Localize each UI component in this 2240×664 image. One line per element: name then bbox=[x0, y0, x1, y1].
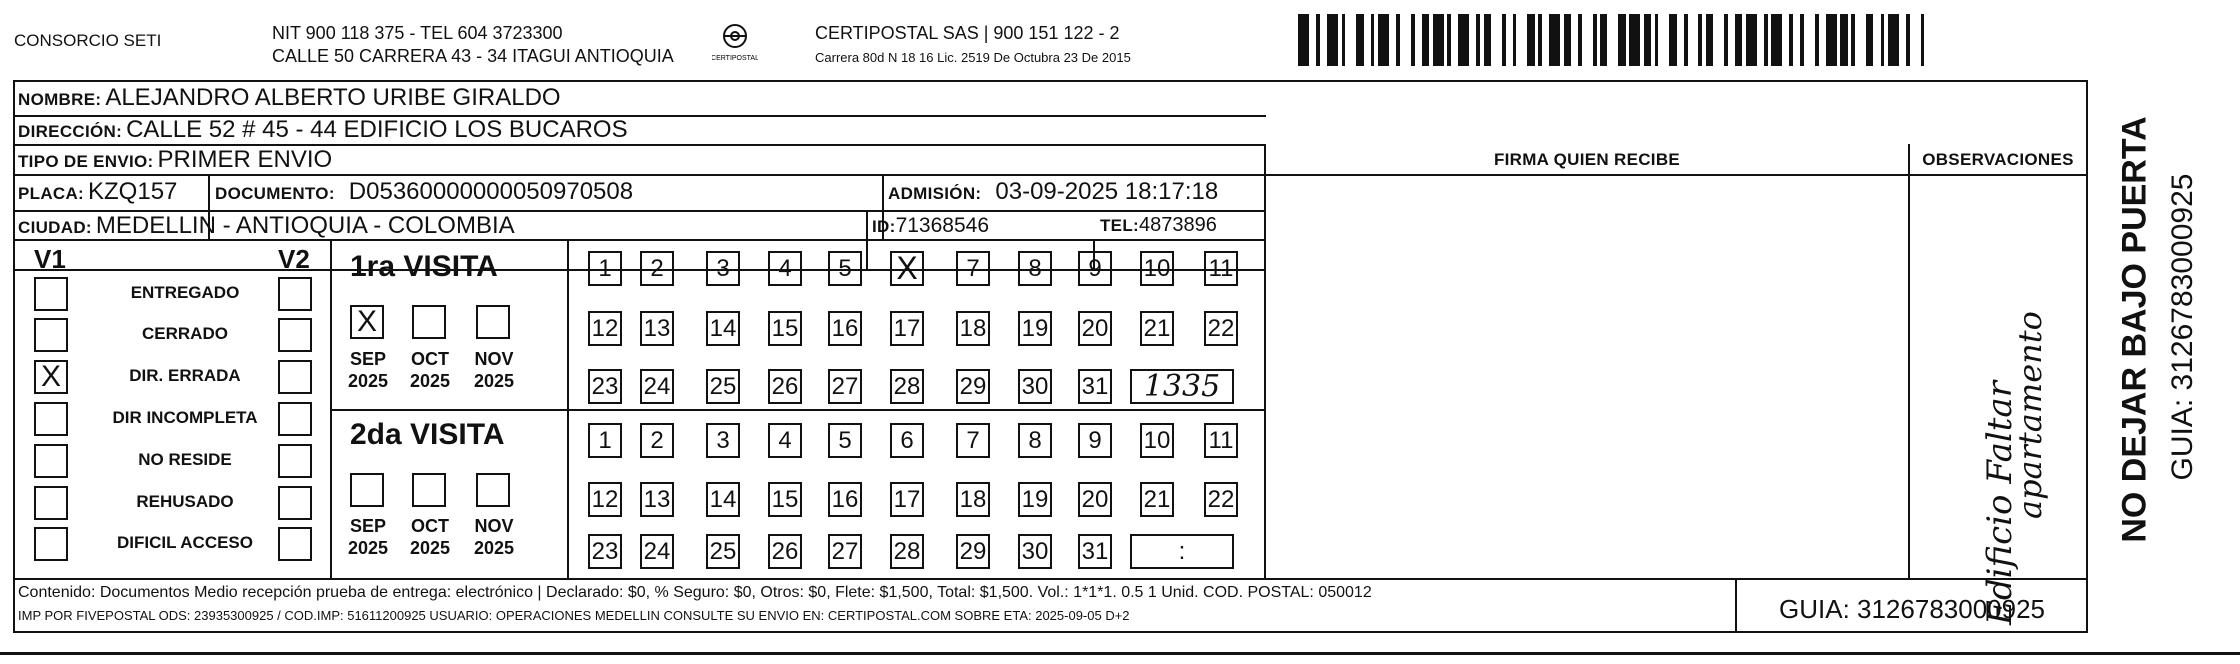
address-row bbox=[18, 116, 628, 144]
day-checkbox[interactable]: 25 bbox=[706, 369, 740, 404]
v1-checkbox[interactable] bbox=[34, 527, 68, 561]
city-value: MEDELLIN - ANTIOQUIA - COLOMBIA bbox=[95, 212, 515, 239]
day-checkbox[interactable]: 8 bbox=[1018, 423, 1052, 458]
day-checkbox[interactable]: 16 bbox=[828, 482, 862, 517]
barcode-bar bbox=[1888, 14, 1899, 66]
month-checkbox[interactable] bbox=[476, 473, 510, 507]
day-checkbox[interactable]: 1 bbox=[588, 251, 622, 286]
admission-value: 03-09-2025 18:17:18 bbox=[995, 178, 1219, 205]
name-label: NOMBRE: bbox=[18, 90, 102, 109]
month-checkbox[interactable] bbox=[412, 305, 446, 339]
day-checkbox[interactable]: 23 bbox=[588, 534, 622, 569]
day-checkbox[interactable]: 28 bbox=[890, 369, 924, 404]
barcode-bar bbox=[1345, 14, 1356, 66]
signature-area[interactable] bbox=[1268, 176, 1906, 576]
barcode-bar bbox=[1793, 14, 1800, 66]
id-label: ID: bbox=[872, 217, 896, 236]
barcode-bar bbox=[1309, 14, 1316, 66]
barcode-bar bbox=[1644, 14, 1651, 66]
barcode-bar bbox=[1873, 14, 1880, 66]
day-checkbox[interactable]: 13 bbox=[640, 311, 674, 346]
day-checkbox[interactable]: 9 bbox=[1078, 251, 1112, 286]
barcode-bar bbox=[1458, 14, 1469, 66]
barcode-bar bbox=[1451, 14, 1458, 66]
recipient-address: CALLE 52 # 45 - 44 EDIFICIO LOS BUCAROS bbox=[126, 116, 628, 143]
barcode-bar bbox=[1910, 14, 1921, 66]
day-checkbox[interactable]: 13 bbox=[640, 482, 674, 517]
second-visit-title: 2da VISITA bbox=[350, 418, 505, 451]
day-checkbox[interactable]: 23 bbox=[588, 369, 622, 404]
day-checkbox[interactable]: 2 bbox=[640, 423, 674, 458]
v2-checkbox[interactable] bbox=[278, 486, 312, 520]
month-label: OCT 2025 bbox=[409, 516, 451, 558]
day-checkbox[interactable]: 22 bbox=[1204, 311, 1238, 346]
tel-row bbox=[1100, 214, 1217, 237]
day-checkbox[interactable]: 20 bbox=[1078, 311, 1112, 346]
id-row bbox=[872, 214, 989, 238]
barcode-bar bbox=[1506, 14, 1513, 66]
shipment-type: PRIMER ENVIO bbox=[157, 146, 333, 173]
day-checkbox[interactable]: 4 bbox=[768, 251, 802, 286]
barcode-bar bbox=[1866, 14, 1873, 66]
day-checkbox[interactable]: X bbox=[890, 251, 924, 286]
signature-header: FIRMA QUIEN RECIBE bbox=[1493, 150, 1681, 169]
day-checkbox[interactable]: 17 bbox=[890, 482, 924, 517]
day-checkbox[interactable]: 21 bbox=[1140, 311, 1174, 346]
plate-label: PLACA: bbox=[18, 184, 85, 203]
barcode-bar bbox=[1899, 14, 1906, 66]
v2-checkbox[interactable] bbox=[278, 402, 312, 436]
name-row bbox=[18, 84, 561, 112]
barcode-bar bbox=[1757, 14, 1764, 66]
barcode bbox=[1298, 14, 1932, 66]
day-checkbox[interactable]: 15 bbox=[768, 311, 802, 346]
day-checkbox[interactable]: 9 bbox=[1078, 423, 1112, 458]
barcode-bar bbox=[1433, 14, 1444, 66]
id-value: 71368546 bbox=[895, 214, 989, 237]
day-checkbox[interactable]: 30 bbox=[1018, 534, 1052, 569]
city-label: CIUDAD: bbox=[18, 218, 92, 237]
barcode-bar bbox=[1669, 14, 1676, 66]
barcode-bar bbox=[1746, 14, 1757, 66]
handwritten-line-2: apartamento bbox=[2011, 311, 2049, 519]
day-checkbox[interactable]: 8 bbox=[1018, 251, 1052, 286]
barcode-bar bbox=[1542, 14, 1549, 66]
type-label: TIPO DE ENVIO: bbox=[18, 152, 154, 171]
barcode-bar bbox=[1782, 14, 1789, 66]
barcode-bar bbox=[1364, 14, 1371, 66]
first-visit-title: 1ra VISITA bbox=[350, 250, 498, 283]
day-checkbox[interactable]: 12 bbox=[588, 482, 622, 517]
barcode-bar bbox=[1484, 14, 1491, 66]
month-label: OCT 2025 bbox=[409, 349, 451, 391]
admission-row bbox=[888, 178, 1218, 206]
v2-checkbox[interactable] bbox=[278, 360, 312, 394]
day-checkbox[interactable]: 3 bbox=[706, 423, 740, 458]
day-checkbox[interactable]: 30 bbox=[1018, 369, 1052, 404]
day-checkbox[interactable]: 2 bbox=[640, 251, 674, 286]
barcode-bar bbox=[1298, 14, 1309, 66]
barcode-bar bbox=[1658, 14, 1669, 66]
first-visit-time[interactable]: 1335 bbox=[1130, 369, 1234, 404]
barcode-bar bbox=[1840, 14, 1847, 66]
barcode-bar bbox=[1607, 14, 1618, 66]
day-checkbox[interactable]: 5 bbox=[828, 251, 862, 286]
day-checkbox[interactable]: 1 bbox=[588, 423, 622, 458]
barcode-bar bbox=[1389, 14, 1396, 66]
barcode-bar bbox=[1320, 14, 1327, 66]
barcode-bar bbox=[1571, 14, 1578, 66]
barcode-bar bbox=[1728, 14, 1735, 66]
status-label: NO RESIDE bbox=[138, 450, 232, 469]
v1-checkbox[interactable] bbox=[34, 277, 68, 311]
v2-checkbox[interactable] bbox=[278, 444, 312, 478]
v1-label: V1 bbox=[34, 244, 66, 274]
type-row bbox=[18, 146, 332, 174]
barcode-bar bbox=[1422, 14, 1429, 66]
day-checkbox[interactable]: 18 bbox=[956, 482, 990, 517]
plate-row bbox=[18, 178, 177, 206]
day-checkbox[interactable]: 27 bbox=[828, 369, 862, 404]
footer-line-1: Contenido: Documentos Medio recepción prueba de entrega: electrónico | Declarado: $0, % Seguro: $0, Otros: $0, Flete: $1,500, Total: $1,500. Vol.: 1*1*1. 0.5 1 Unid. COD. POSTAL: 050012 bbox=[18, 584, 1372, 601]
v2-checkbox[interactable] bbox=[278, 527, 312, 561]
recipient-name: ALEJANDRO ALBERTO URIBE GIRALDO bbox=[105, 84, 561, 111]
document-row bbox=[215, 178, 633, 206]
document-value: D05360000000050970508 bbox=[348, 178, 634, 205]
status-label: ENTREGADO bbox=[130, 283, 240, 302]
barcode-bar bbox=[1327, 14, 1338, 66]
day-checkbox[interactable]: 25 bbox=[706, 534, 740, 569]
admission-label: ADMISIÓN: bbox=[888, 184, 982, 203]
side-panel bbox=[2085, 110, 2199, 550]
status-label: CERRADO bbox=[142, 324, 228, 343]
tel-label: TEL: bbox=[1100, 216, 1139, 235]
day-checkbox[interactable]: 7 bbox=[956, 251, 990, 286]
certipostal-logo bbox=[712, 22, 758, 66]
handwritten-line-1: Edificio Faltar bbox=[1980, 381, 2020, 625]
logo-text: CERTIPOSTAL bbox=[712, 55, 758, 62]
day-checkbox[interactable]: 12 bbox=[588, 311, 622, 346]
barcode-bar bbox=[1618, 14, 1625, 66]
barcode-bar bbox=[1855, 14, 1866, 66]
barcode-bar bbox=[1469, 14, 1476, 66]
side-guia: GUIA: 3126783000925 bbox=[2166, 173, 2199, 481]
month-checkbox[interactable] bbox=[350, 473, 384, 507]
footer-guia: GUIA: 3126783000925 bbox=[1779, 594, 2045, 624]
barcode-bar bbox=[1826, 14, 1837, 66]
day-checkbox[interactable]: 10 bbox=[1140, 423, 1174, 458]
day-checkbox[interactable]: 16 bbox=[828, 311, 862, 346]
barcode-bar bbox=[1549, 14, 1560, 66]
day-checkbox[interactable]: 22 bbox=[1204, 482, 1238, 517]
v1-checkbox[interactable] bbox=[34, 444, 68, 478]
barcode-bar bbox=[1771, 14, 1782, 66]
status-label: DIR INCOMPLETA bbox=[112, 408, 258, 427]
barcode-bar bbox=[1804, 14, 1815, 66]
footer-line-2: IMP POR FIVEPOSTAL ODS: 23935300925 / COD.IMP: 51611200925 USUARIO: OPERACIONES MEDELLIN CONSULTE SU ENVIO EN: CERTIPOSTAL.COM SOBRE ETA: 2025-09-05 D+2 bbox=[18, 608, 1130, 623]
barcode-bar bbox=[1735, 14, 1742, 66]
v2-checkbox[interactable] bbox=[278, 318, 312, 352]
status-label: DIFICIL ACCESO bbox=[116, 533, 253, 552]
barcode-bar bbox=[1600, 14, 1607, 66]
barcode-bar bbox=[1713, 14, 1724, 66]
day-checkbox[interactable]: 14 bbox=[706, 482, 740, 517]
barcode-bar bbox=[1378, 14, 1389, 66]
v1-checkbox[interactable]: X bbox=[34, 360, 68, 394]
day-checkbox[interactable]: 29 bbox=[956, 534, 990, 569]
company-name: CONSORCIO SETI bbox=[14, 31, 162, 50]
barcode-bar bbox=[1527, 14, 1534, 66]
nit-line: NIT 900 118 375 - TEL 604 3723300 bbox=[272, 23, 563, 43]
day-checkbox[interactable]: 31 bbox=[1078, 369, 1112, 404]
status-label: REHUSADO bbox=[136, 492, 234, 511]
day-checkbox[interactable]: 15 bbox=[768, 482, 802, 517]
month-label: NOV 2025 bbox=[473, 349, 515, 391]
barcode-bar bbox=[1400, 14, 1411, 66]
barcode-bar bbox=[1677, 14, 1684, 66]
day-checkbox[interactable]: 31 bbox=[1078, 534, 1112, 569]
day-checkbox[interactable]: 4 bbox=[768, 423, 802, 458]
day-checkbox[interactable]: 19 bbox=[1018, 482, 1052, 517]
side-notice: NO DEJAR BAJO PUERTA bbox=[2115, 116, 2154, 543]
barcode-bar bbox=[1629, 14, 1640, 66]
day-checkbox[interactable]: 20 bbox=[1078, 482, 1112, 517]
day-checkbox[interactable]: 26 bbox=[768, 369, 802, 404]
barcode-bar bbox=[1415, 14, 1422, 66]
barcode-bar bbox=[1819, 14, 1826, 66]
day-checkbox[interactable]: 26 bbox=[768, 534, 802, 569]
tel-value: 4873896 bbox=[1138, 214, 1217, 236]
month-label: SEP 2025 bbox=[347, 349, 389, 391]
barcode-bar bbox=[1582, 14, 1593, 66]
day-checkbox[interactable]: 24 bbox=[640, 534, 674, 569]
day-checkbox[interactable]: 28 bbox=[890, 534, 924, 569]
day-checkbox[interactable]: 21 bbox=[1140, 482, 1174, 517]
barcode-bar bbox=[1706, 14, 1713, 66]
month-label: NOV 2025 bbox=[473, 516, 515, 558]
document-label: DOCUMENTO: bbox=[215, 184, 335, 203]
certipostal-address: Carrera 80d N 18 16 Lic. 2519 De Octubra 23 De 2015 bbox=[815, 50, 1131, 65]
barcode-bar bbox=[1688, 14, 1699, 66]
month-label: SEP 2025 bbox=[347, 516, 389, 558]
v1-checkbox[interactable] bbox=[34, 318, 68, 352]
day-checkbox[interactable]: 14 bbox=[706, 311, 740, 346]
v1-checkbox[interactable] bbox=[34, 402, 68, 436]
day-checkbox[interactable]: 6 bbox=[890, 423, 924, 458]
barcode-bar bbox=[1516, 14, 1527, 66]
barcode-bar bbox=[1564, 14, 1571, 66]
month-checkbox[interactable]: X bbox=[350, 305, 384, 339]
day-checkbox[interactable]: 3 bbox=[706, 251, 740, 286]
v1-checkbox[interactable] bbox=[34, 486, 68, 520]
barcode-bar bbox=[1356, 14, 1363, 66]
day-checkbox[interactable]: 17 bbox=[890, 311, 924, 346]
address-label: DIRECCIÓN: bbox=[18, 122, 123, 141]
barcode-bar bbox=[1924, 14, 1931, 66]
day-checkbox[interactable]: 11 bbox=[1204, 423, 1238, 458]
day-checkbox[interactable]: 5 bbox=[828, 423, 862, 458]
day-checkbox[interactable]: 19 bbox=[1018, 311, 1052, 346]
day-checkbox[interactable]: 11 bbox=[1204, 251, 1238, 286]
day-checkbox[interactable]: 29 bbox=[956, 369, 990, 404]
plate-value: KZQ157 bbox=[88, 178, 178, 205]
barcode-bar bbox=[1491, 14, 1502, 66]
day-checkbox[interactable]: 7 bbox=[956, 423, 990, 458]
v2-label: V2 bbox=[278, 244, 310, 274]
day-checkbox[interactable]: 18 bbox=[956, 311, 990, 346]
month-checkbox[interactable] bbox=[412, 473, 446, 507]
v2-checkbox[interactable] bbox=[278, 277, 312, 311]
certipostal-title: CERTIPOSTAL SAS | 900 151 122 - 2 bbox=[815, 23, 1120, 43]
day-checkbox[interactable]: 10 bbox=[1140, 251, 1174, 286]
month-checkbox[interactable] bbox=[476, 305, 510, 339]
day-checkbox[interactable]: 27 bbox=[828, 534, 862, 569]
second-visit-time[interactable]: : bbox=[1130, 534, 1234, 569]
observations-header: OBSERVACIONES bbox=[1922, 150, 2074, 169]
status-label: DIR. ERRADA bbox=[129, 366, 241, 385]
city-row bbox=[18, 212, 515, 240]
address-line: CALLE 50 CARRERA 43 - 34 ITAGUI ANTIOQUIA bbox=[272, 46, 674, 66]
day-checkbox[interactable]: 24 bbox=[640, 369, 674, 404]
